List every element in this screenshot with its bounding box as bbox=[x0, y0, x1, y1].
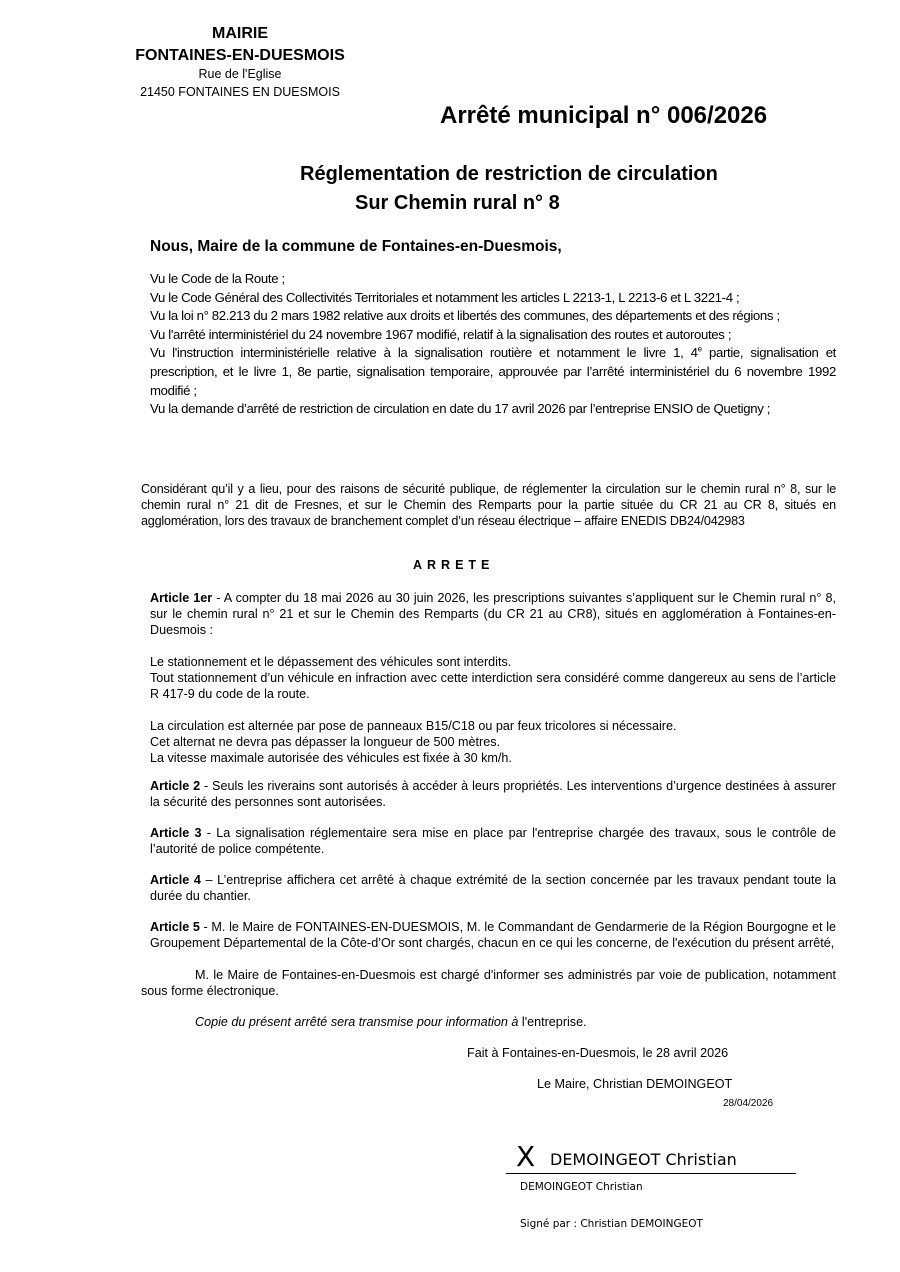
article-text: - A compter du 18 mai 2026 au 30 juin 2026, les prescriptions suivantes s’appliquent sur le Chemin rural n° 8, sur le chemin rural n° 21 et sur le Chemin des Remparts (du CR 21 au CR8), situés en agglomération à Fontaines-en-Duesmois : bbox=[150, 591, 836, 637]
fait-a: Fait à Fontaines-en-Duesmois, le 28 avril 2026 bbox=[467, 1046, 729, 1060]
signed-by: Signé par : Christian DEMOINGEOT bbox=[520, 1218, 703, 1230]
article-4 bbox=[150, 872, 836, 904]
article-label: Article 2 bbox=[150, 779, 201, 793]
article-label: Article 3 bbox=[150, 826, 202, 840]
detail-line: Le stationnement et le dépassement des véhicules sont interdits. bbox=[150, 655, 512, 669]
detail-line: La circulation est alternée par pose de panneaux B15/C18 ou par feux tricolores si nécessaire. bbox=[150, 719, 677, 733]
document-title: Arrêté municipal n° 006/2026 bbox=[440, 102, 768, 129]
header-mairie: MAIRIE bbox=[212, 25, 268, 42]
vu-item: Vu la loi n° 82.213 du 2 mars 1982 relative aux droits et libertés des communes, des départements et des régions ; bbox=[150, 308, 780, 324]
signature-name-below: DEMOINGEOT Christian bbox=[520, 1181, 643, 1193]
arrete-heading: ARRETE bbox=[413, 558, 495, 572]
article-1-details bbox=[150, 654, 836, 766]
detail-line: Tout stationnement d’un véhicule en infraction avec cette interdiction sera considéré comme dangereux au sens de l’article R 417-9 du code de la route. bbox=[150, 671, 836, 701]
article-text: - La signalisation réglementaire sera mise en place par l'entreprise chargée des travaux, sous le contrôle de l’autorité de police compétente. bbox=[150, 826, 836, 856]
article-5 bbox=[150, 919, 836, 951]
article-label: Article 4 bbox=[150, 873, 201, 887]
vu-item: Vu l'arrêté interministériel du 24 novembre 1967 modifié, relatif à la signalisation des routes et autoroutes ; bbox=[150, 326, 732, 342]
signature-date: 28/04/2026 bbox=[723, 1098, 774, 1109]
le-maire: Le Maire, Christian DEMOINGEOT bbox=[537, 1077, 733, 1091]
article-5-extra: M. le Maire de Fontaines-en-Duesmois est chargé d'informer ses administrés par voie de publication, notamment sous forme électronique. bbox=[141, 968, 836, 998]
signature-name-line: DEMOINGEOT Christian bbox=[550, 1150, 737, 1169]
header-commune: FONTAINES-EN-DUESMOIS bbox=[135, 47, 345, 64]
signature-x-mark: X bbox=[516, 1140, 536, 1173]
detail-line: Cet alternat ne devra pas dépasser la longueur de 500 mètres. bbox=[150, 735, 501, 749]
signature-line bbox=[506, 1173, 796, 1174]
subtitle-line-1: Réglementation de restriction de circulation bbox=[300, 163, 718, 185]
intro: Nous, Maire de la commune de Fontaines-en-Duesmois, bbox=[150, 238, 562, 255]
copie-rest: l'entreprise. bbox=[518, 1015, 587, 1029]
article-text: - M. le Maire de FONTAINES-EN-DUESMOIS, M. le Commandant de Gendarmerie de la Région Bourgogne et le Groupement Départemental de la Côte-d’Or sont chargés, chacun en ce qui les concerne, de l'exécution du présent arrêté, bbox=[150, 920, 836, 950]
considerant: Considérant qu’il y a lieu, pour des raisons de sécurité publique, de réglementer la circulation sur le chemin rural n° 8, sur le chemin rural n° 21 dit de Fresnes, et sur le Chemin des Remparts pour la partie située du CR 21 au CR 8, situés en agglomération, lors des travaux de branchement complet d’un réseau électrique – affaire ENEDIS DB24/042983 bbox=[141, 482, 836, 528]
article-text: – L’entreprise affichera cet arrêté à chaque extrémité de la section concernée par les travaux pendant toute la durée du chantier. bbox=[150, 873, 837, 903]
copie-line bbox=[195, 1014, 587, 1030]
vu-item: Vu le Code de la Route ; bbox=[150, 271, 285, 286]
vu-item: Vu le Code Général des Collectivités Territoriales et notamment les articles L 2213-1, L 2213-6 et L 3221-4 ; bbox=[150, 289, 740, 305]
article-1 bbox=[150, 590, 836, 638]
copie-italic: Copie du présent arrêté sera transmise pour information à bbox=[195, 1015, 519, 1029]
vu-item: Vu l'instruction interministérielle relative à la signalisation routière et notamment le livre 1, 4e partie, signalisation et prescription, et le livre 1, 8e partie, signalisation temporaire, approuvée par l’arrêté interministériel du 6 novembre 1992 modifié ; bbox=[150, 344, 836, 398]
article-label: Article 5 bbox=[150, 920, 200, 934]
article-3 bbox=[150, 825, 836, 857]
vu-item: Vu la demande d’arrêté de restriction de circulation en date du 17 avril 2026 par l’entreprise ENSIO de Quetigny ; bbox=[150, 401, 771, 417]
header-street: Rue de l'Eglise bbox=[198, 67, 282, 81]
article-text: - Seuls les riverains sont autorisés à accéder à leurs propriétés. Les interventions d’urgence destinées à assurer la sécurité des personnes sont autorisées. bbox=[150, 779, 837, 809]
header-city: 21450 FONTAINES EN DUESMOIS bbox=[140, 85, 340, 99]
vu-list bbox=[150, 270, 836, 419]
article-label: Article 1er bbox=[150, 591, 213, 605]
detail-line: La vitesse maximale autorisée des véhicules est fixée à 30 km/h. bbox=[150, 751, 512, 765]
article-2 bbox=[150, 778, 836, 810]
subtitle-line-2: Sur Chemin rural n° 8 bbox=[355, 192, 560, 214]
